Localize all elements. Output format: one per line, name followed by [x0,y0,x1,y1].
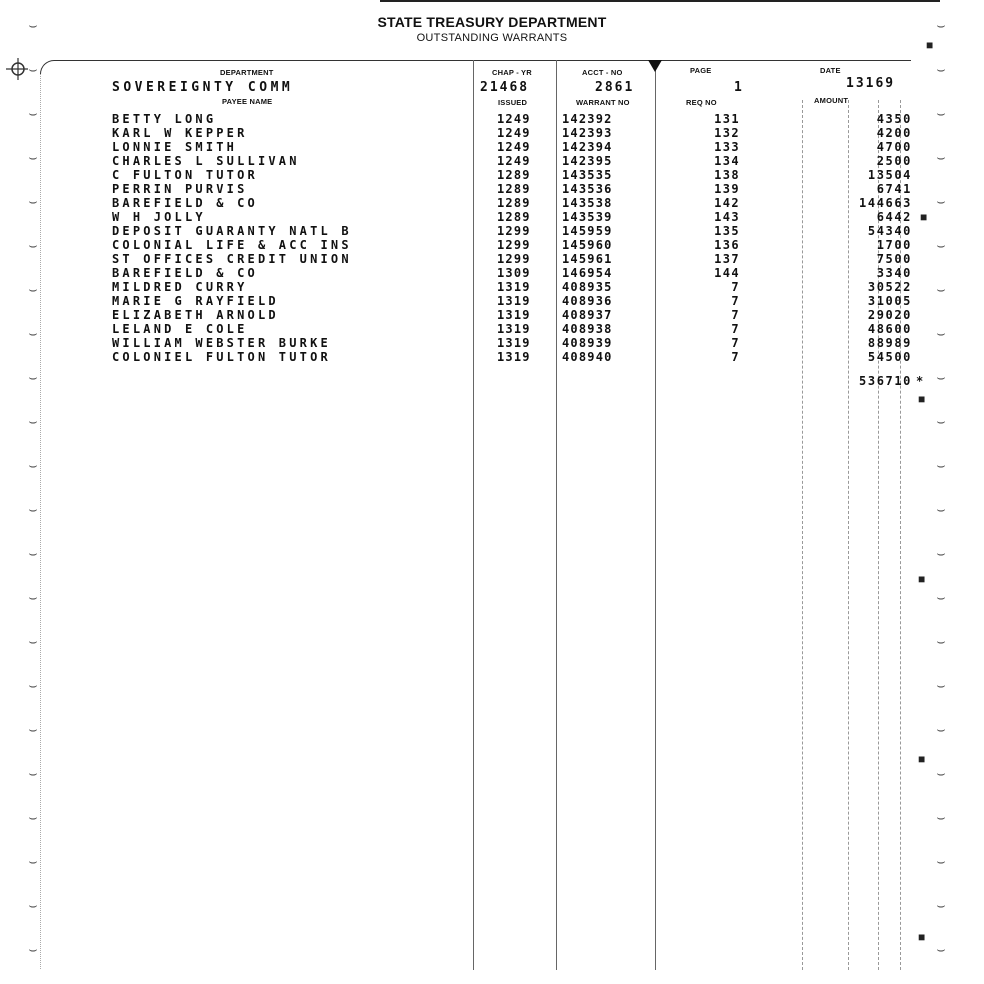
warrant-no-cell: 408939 [562,336,613,350]
amount-cell: 4200 [876,126,912,140]
warrant-no-cell: 408936 [562,294,613,308]
req-no-label: REQ NO [686,98,717,107]
margin-mark: ■ [918,752,926,766]
tractor-hole: ⌣ [28,193,38,209]
page-label: PAGE [690,66,712,75]
issued-cell: 1319 [497,308,531,322]
warrant-no-cell: 143536 [562,182,613,196]
amount-cell: 1700 [876,238,912,252]
warrant-no-cell: 408935 [562,280,613,294]
amount-cell: 4350 [876,112,912,126]
req-no-cell: 142 [714,196,740,210]
margin-mark: ■ [926,38,934,52]
tractor-hole: ⌣ [28,457,38,473]
payee-name-cell: MILDRED CURRY [112,280,248,294]
acct-no-value: 2861 [595,80,635,95]
issued-cell: 1289 [497,182,531,196]
payee-name-cell: BETTY LONG [112,112,217,126]
tractor-hole: ⌣ [936,941,946,957]
table-row [0,337,984,349]
warrant-no-cell: 143539 [562,210,613,224]
req-no-cell: 138 [714,168,740,182]
amount-cell: 54340 [867,224,912,238]
tractor-hole: ⌣ [28,149,38,165]
payee-name-cell: ST OFFICES CREDIT UNION [112,252,352,266]
warrant-no-cell: 142395 [562,154,613,168]
tractor-hole: ⌣ [936,545,946,561]
chap-yr-value: 21468 [480,80,530,95]
warrant-no-label: WARRANT NO [576,98,630,107]
table-row [0,141,984,153]
amount-cell: 31005 [867,294,912,308]
table-row [0,113,984,125]
date-value: 13169 [846,76,896,91]
amount-cell: 30522 [867,280,912,294]
total-row [0,375,984,387]
tractor-hole: ⌣ [936,589,946,605]
amount-cell: 7500 [876,252,912,266]
table-row [0,253,984,265]
date-label: DATE [820,66,841,75]
top-rule [380,0,940,2]
tractor-hole: ⌣ [936,677,946,693]
total-amount: 536710 [859,374,912,388]
issued-cell: 1319 [497,350,531,364]
tractor-hole: ⌣ [28,809,38,825]
tractor-hole: ⌣ [936,721,946,737]
left-tractor-holes [18,0,48,984]
warrant-no-cell: 142394 [562,140,613,154]
tractor-hole: ⌣ [28,501,38,517]
amount-cell: 54500 [867,350,912,364]
warrant-no-cell: 145960 [562,238,613,252]
tractor-hole: ⌣ [28,897,38,913]
amount-label: AMOUNT [814,96,849,105]
acct-no-label: ACCT - NO [582,68,623,77]
amount-cell: 29020 [867,308,912,322]
issued-cell: 1309 [497,266,531,280]
margin-mark: ■ [918,572,926,586]
report-subtitle: OUTSTANDING WARRANTS [416,32,568,44]
table-row [0,225,984,237]
table-row [0,211,984,223]
issued-label: ISSUED [498,98,528,107]
warrant-no-cell: 408937 [562,308,613,322]
tractor-hole: ⌣ [936,237,946,253]
issued-cell: 1249 [497,112,531,126]
issued-cell: 1249 [497,140,531,154]
warrant-no-cell: 408940 [562,350,613,364]
tractor-hole: ⌣ [28,677,38,693]
table-row [0,183,984,195]
payee-name-cell: COLONIEL FULTON TUTOR [112,350,331,364]
tractor-hole: ⌣ [28,853,38,869]
tractor-hole: ⌣ [28,237,38,253]
warrant-no-cell: 142393 [562,126,613,140]
margin-mark: ■ [920,210,928,224]
req-no-cell: 7 [731,350,740,364]
amount-cell: 4700 [876,140,912,154]
req-no-cell: 7 [731,322,740,336]
warrant-no-cell: 146954 [562,266,613,280]
warrant-no-cell: 145959 [562,224,613,238]
tractor-hole: ⌣ [936,193,946,209]
column-marker-icon [648,60,662,72]
page-value: 1 [734,80,742,95]
table-row [0,281,984,293]
margin-mark: ■ [918,392,926,406]
req-no-cell: 7 [731,336,740,350]
req-no-cell: 137 [714,252,740,266]
issued-cell: 1249 [497,154,531,168]
tractor-hole: ⌣ [936,457,946,473]
warrant-no-cell: 143535 [562,168,613,182]
tractor-hole: ⌣ [28,633,38,649]
table-row [0,169,984,181]
req-no-cell: 135 [714,224,740,238]
chap-yr-label: CHAP - YR [492,68,532,77]
tractor-hole: ⌣ [936,501,946,517]
req-no-cell: 136 [714,238,740,252]
payee-name-label: PAYEE NAME [222,97,273,106]
req-no-cell: 143 [714,210,740,224]
issued-cell: 1319 [497,280,531,294]
amount-cell: 48600 [867,322,912,336]
amount-cell: 6442 [876,210,912,224]
table-row [0,127,984,139]
form-frame [40,60,911,75]
req-no-cell: 144 [714,266,740,280]
warrant-no-cell: 143538 [562,196,613,210]
req-no-cell: 7 [731,280,740,294]
issued-cell: 1319 [497,336,531,350]
payee-name-cell: CHARLES L SULLIVAN [112,154,300,168]
req-no-cell: 133 [714,140,740,154]
amount-cell: 2500 [876,154,912,168]
req-no-cell: 7 [731,308,740,322]
tractor-hole: ⌣ [28,545,38,561]
req-no-cell: 132 [714,126,740,140]
issued-cell: 1289 [497,196,531,210]
table-row [0,323,984,335]
tractor-hole: ⌣ [28,941,38,957]
payee-name-cell: LONNIE SMITH [112,140,238,154]
warrant-no-cell: 145961 [562,252,613,266]
payee-name-cell: KARL W KEPPER [112,126,248,140]
payee-name-cell: BAREFIELD & CO [112,196,258,210]
payee-name-cell: COLONIAL LIFE & ACC INS [112,238,352,252]
tractor-hole: ⌣ [936,809,946,825]
tractor-hole: ⌣ [936,325,946,341]
req-no-cell: 134 [714,154,740,168]
table-row [0,309,984,321]
amount-cell: 144663 [859,196,912,210]
tractor-hole: ⌣ [28,281,38,297]
tractor-hole: ⌣ [936,17,946,33]
amount-cell: 13504 [867,168,912,182]
total-marker: * [916,374,924,388]
tractor-hole: ⌣ [28,721,38,737]
tractor-hole: ⌣ [936,853,946,869]
req-no-cell: 139 [714,182,740,196]
tractor-hole: ⌣ [28,61,38,77]
issued-cell: 1319 [497,322,531,336]
issued-cell: 1319 [497,294,531,308]
tractor-hole: ⌣ [28,105,38,121]
issued-cell: 1299 [497,238,531,252]
table-row [0,267,984,279]
report-title: STATE TREASURY DEPARTMENT [377,14,607,30]
table-row [0,239,984,251]
issued-cell: 1289 [497,168,531,182]
warrant-no-cell: 142392 [562,112,613,126]
tractor-hole: ⌣ [28,17,38,33]
issued-cell: 1299 [497,224,531,238]
tractor-hole: ⌣ [28,765,38,781]
req-no-cell: 131 [714,112,740,126]
tractor-hole: ⌣ [28,413,38,429]
amount-cell: 6741 [876,182,912,196]
tractor-hole: ⌣ [936,105,946,121]
payee-name-cell: DEPOSIT GUARANTY NATL B [112,224,352,238]
tractor-hole: ⌣ [936,281,946,297]
tractor-hole: ⌣ [28,589,38,605]
amount-cell: 88989 [867,336,912,350]
table-row [0,197,984,209]
issued-cell: 1299 [497,252,531,266]
payee-name-cell: C FULTON TUTOR [112,168,258,182]
tractor-hole: ⌣ [936,61,946,77]
table-row [0,155,984,167]
payee-name-cell: BAREFIELD & CO [112,266,258,280]
payee-name-cell: LELAND E COLE [112,322,248,336]
tractor-hole: ⌣ [936,413,946,429]
tractor-hole: ⌣ [28,325,38,341]
right-tractor-holes [926,0,956,984]
amount-cell: 3340 [876,266,912,280]
margin-mark: ■ [918,930,926,944]
tractor-hole: ⌣ [936,897,946,913]
payee-name-cell: W H JOLLY [112,210,206,224]
table-row [0,295,984,307]
tractor-hole: ⌣ [936,633,946,649]
issued-cell: 1289 [497,210,531,224]
tractor-hole: ⌣ [936,369,946,385]
tractor-hole: ⌣ [936,765,946,781]
issued-cell: 1249 [497,126,531,140]
payee-name-cell: PERRIN PURVIS [112,182,248,196]
warrant-no-cell: 408938 [562,322,613,336]
tractor-hole: ⌣ [28,369,38,385]
table-row [0,351,984,363]
tractor-hole: ⌣ [936,149,946,165]
payee-name-cell: WILLIAM WEBSTER BURKE [112,336,331,350]
payee-name-cell: ELIZABETH ARNOLD [112,308,279,322]
department-value: SOVEREIGNTY COMM [112,80,294,95]
payee-name-cell: MARIE G RAYFIELD [112,294,279,308]
department-label: DEPARTMENT [220,68,274,77]
req-no-cell: 7 [731,294,740,308]
